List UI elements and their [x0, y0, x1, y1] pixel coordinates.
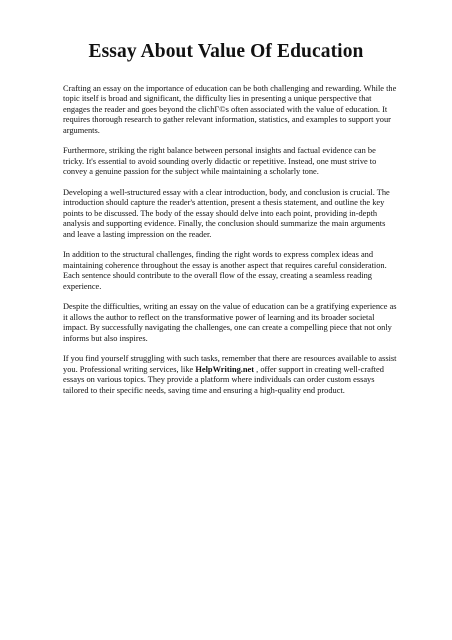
paragraph-6-intro: If you find yourself struggling with such tasks, remember that there are resources available to assist you. Professional writing services, like: [63, 354, 397, 374]
paragraph-2: Furthermore, striking the right balance between personal insights and factual evidence can be tricky. It's essential to avoid sounding overly didactic or repetitive. Instead, one must strive to convey a genuine passion for the subject while maintaining a scholarly tone.: [63, 146, 377, 177]
paragraph-6: [63, 354, 397, 396]
paragraph-5: Despite the difficulties, writing an essay on the value of education can be a gratifying experience as it allows the author to reflect on the transformative power of learning and its broader societal impact. By successfully navigating the challenges, one can create a compelling piece that not only informs but also inspires.: [63, 302, 397, 343]
paragraph-3: Developing a well-structured essay with a clear introduction, body, and conclusion is crucial. The introduction should capture the reader's attention, present a thesis statement, and outline the key points to be discussed. The body of the essay should delve into each point, providing in-depth analysis and supporting evidence. Finally, the conclusion should summarize the main arguments and leave a lasting impression on the reader.: [63, 188, 390, 239]
helpwriting-link[interactable]: HelpWriting.net: [195, 364, 255, 374]
paragraph-6-outro: , offer support in creating well-crafted essays on various topics. They provide a platform where individuals can order custom essays tailored to their specific needs, saving time and ensuring a high-quality end product.: [63, 364, 384, 395]
paragraph-1: Crafting an essay on the importance of education can be both challenging and rewarding. While the topic itself is broad and significant, the difficulty lies in presenting a unique perspective that engages the reader and goes beyond the clichГ©s often associated with the value of education. It requires thorough research to gather relevant information, statistics, and examples to support your arguments.: [63, 84, 397, 135]
document-title: Essay About Value Of Education: [88, 41, 364, 62]
paragraph-4: In addition to the structural challenges, finding the right words to express complex ideas and maintaining coherence throughout the essay is another aspect that requires careful consideration. Each sentence should contribute to the overall flow of the essay, creating a seamless reading experience.: [63, 250, 387, 291]
document-body: [63, 84, 397, 407]
